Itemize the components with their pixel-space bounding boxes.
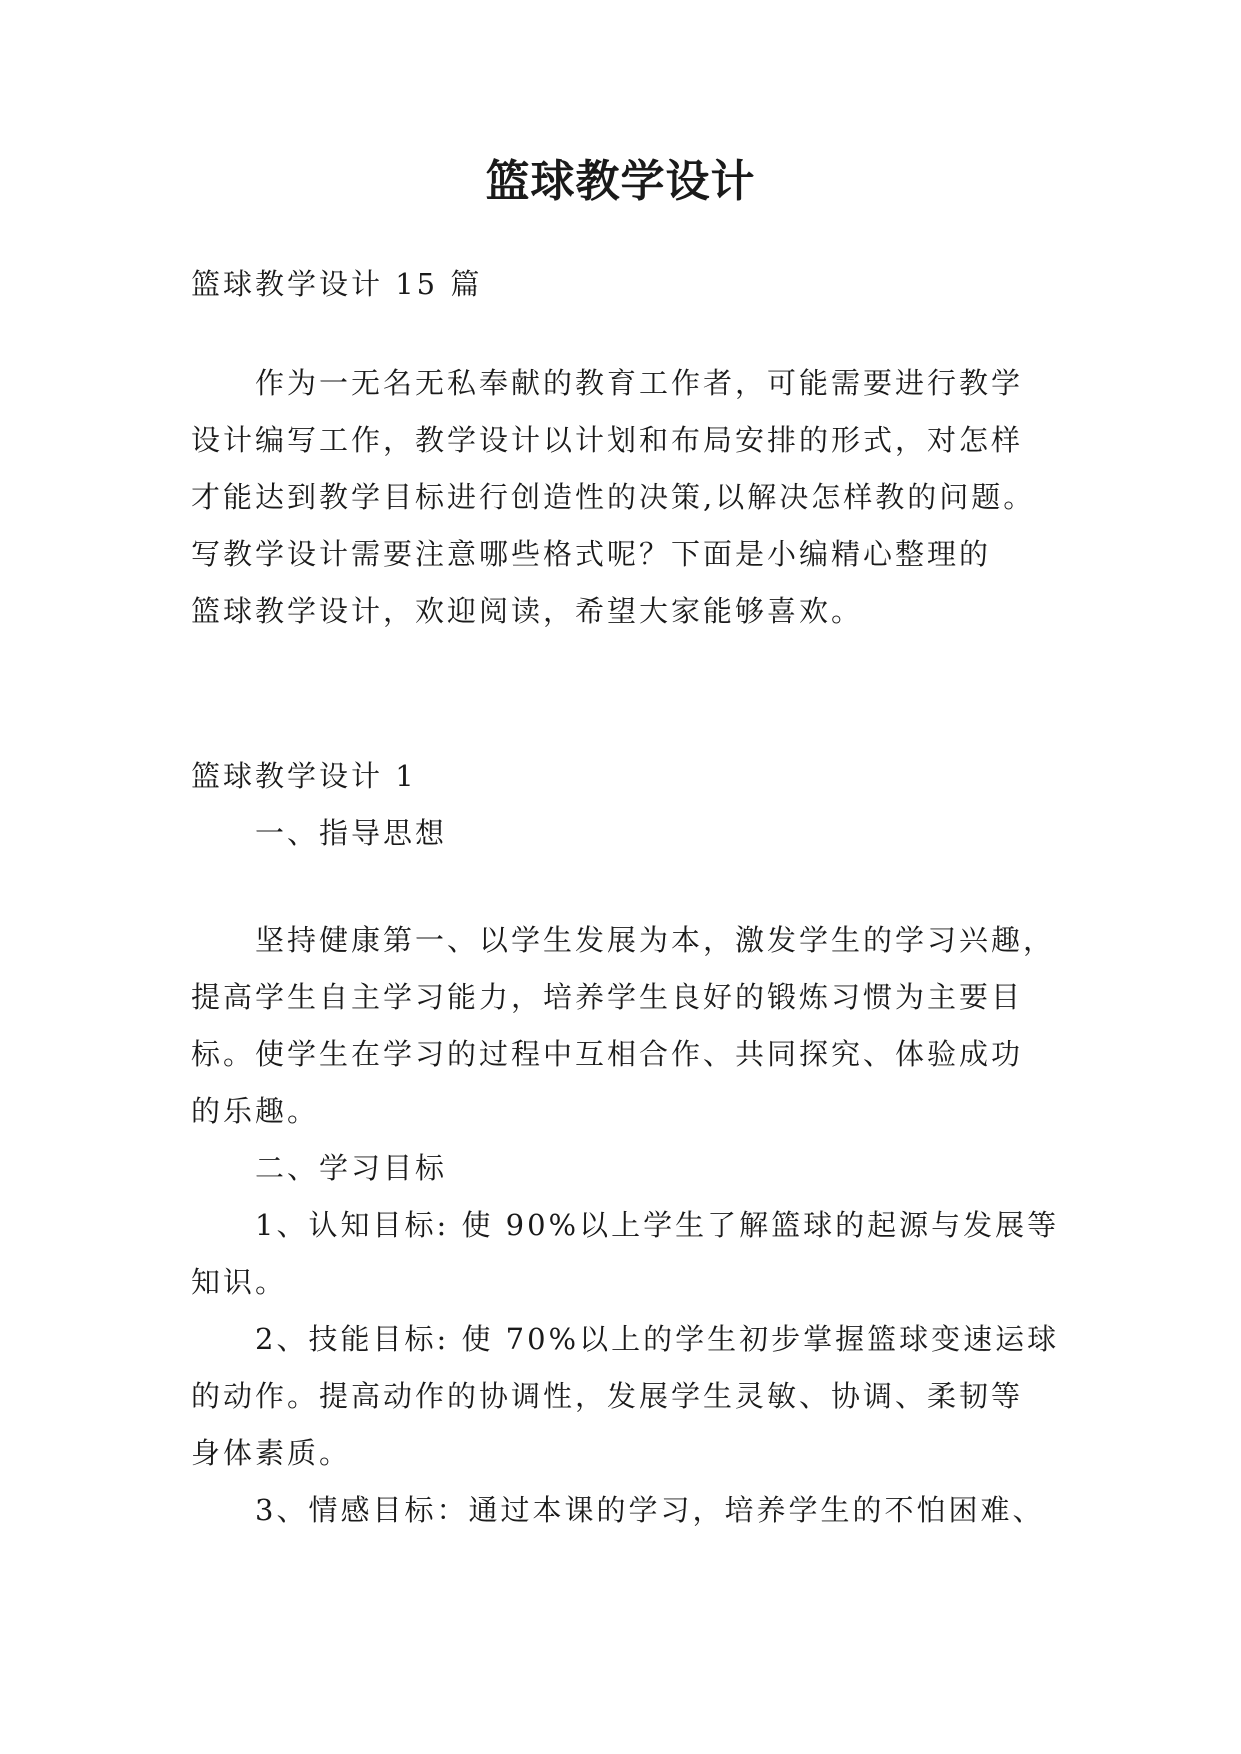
goal-line: 2、技能目标: 使 70%以上的学生初步掌握篮球变速运球 [255,1322,1060,1356]
document-subtitle [191,256,1051,313]
intro-line: 才能达到教学目标进行创造性的决策,以解决怎样教的问题。 [191,480,1036,514]
intro-line: 作为一无名无私奉献的教育工作者，可能需要进行教学 [255,366,1024,400]
intro-line: 设计编写工作，教学设计以计划和布局安排的形式，对怎样 [191,423,1024,457]
part2-heading: 二、学习目标 [255,1151,448,1185]
goal-line: 的动作。提高动作的协调性，发展学生灵敏、协调、柔韧等 [191,1379,1024,1413]
goal-line: 身体素质。 [191,1436,352,1470]
intro-line: 写教学设计需要注意哪些格式呢？下面是小编精心整理的 [191,537,992,571]
goal-line: 3、情感目标：通过本课的学习，培养学生的不怕困难、 [255,1493,1045,1527]
guiding-philosophy-paragraph [191,912,1060,1539]
section-heading-line: 篮球教学设计 1 [191,759,417,793]
paragraph-line: 标。使学生在学习的过程中互相合作、共同探究、体验成功 [191,1037,1024,1071]
goal-line: 知识。 [191,1265,288,1299]
intro-paragraph [191,355,1051,640]
document-title: 篮球教学设计 [485,156,756,207]
goal-line: 1、认知目标: 使 90%以上学生了解篮球的起源与发展等 [255,1208,1060,1242]
paragraph-line: 的乐趣。 [191,1094,320,1128]
section-heading [191,748,1051,862]
part1-heading: 一、指导思想 [255,816,448,850]
paragraph-line: 坚持健康第一、以学生发展为本，激发学生的学习兴趣， [255,923,1056,957]
intro-line: 篮球教学设计，欢迎阅读，希望大家能够喜欢。 [191,594,864,628]
paragraph-line: 提高学生自主学习能力，培养学生良好的锻炼习惯为主要目 [191,980,1024,1014]
subtitle-line: 篮球教学设计 15 篇 [191,267,483,301]
